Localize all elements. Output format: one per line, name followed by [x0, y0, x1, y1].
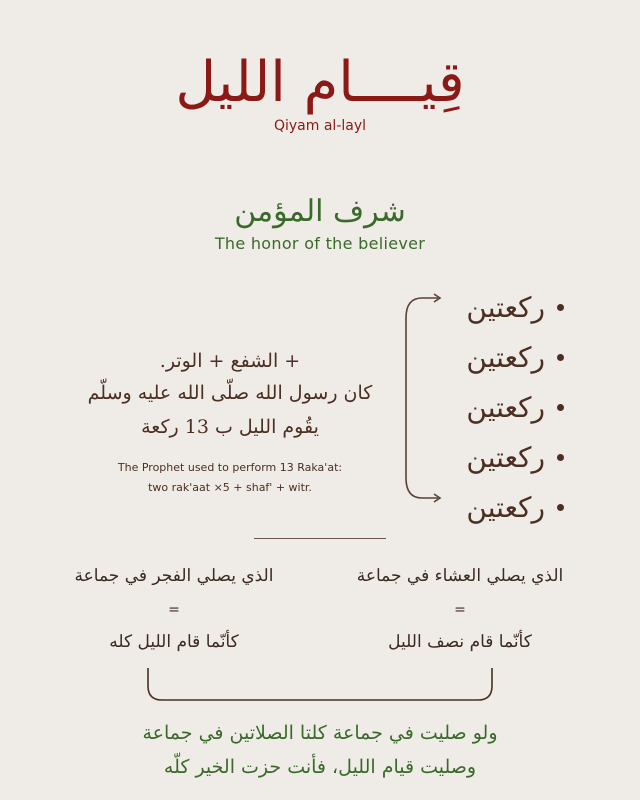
side-note-english2: two rak'aat ×5 + shaf' + witr.: [148, 481, 312, 494]
side-note-line3: يقُوم الليل ب 13 ركعة: [141, 416, 319, 438]
list-item: [424, 282, 564, 332]
title-arabic: قِيــــام الليل: [175, 50, 465, 115]
bullet-icon: [557, 354, 564, 361]
isha-line: الذي يصلي العشاء في جماعة: [356, 566, 564, 586]
connector-bracket-icon: [140, 662, 500, 706]
bullet-icon: [557, 404, 564, 411]
bullet-icon: [557, 304, 564, 311]
rakaat-label: ركعتين: [466, 340, 545, 374]
rakaat-label: ركعتين: [466, 490, 545, 524]
rakaat-list: [424, 282, 564, 532]
list-item: [424, 382, 564, 432]
bracket-icon: [400, 288, 444, 508]
rakaat-label: ركعتين: [466, 290, 545, 324]
divider: [254, 538, 386, 539]
bullet-icon: [557, 504, 564, 511]
fajr-equals: =: [168, 602, 180, 618]
conclusion-line1: ولو صليت في جماعة كلتا الصلاتين في جماعة: [142, 722, 498, 744]
rakaat-label: ركعتين: [466, 390, 545, 424]
list-item: [424, 432, 564, 482]
fajr-result: كأنّما قام الليل كله: [109, 632, 239, 652]
conclusion-line2: وصليت قيام الليل، فأنت حزت الخير كلّه: [163, 756, 477, 778]
rakaat-label: ركعتين: [466, 440, 545, 474]
fajr-line: الذي يصلي الفجر في جماعة: [74, 566, 274, 586]
list-item: [424, 332, 564, 382]
isha-result: كأنّما قام نصف الليل: [388, 632, 532, 652]
side-note-line2: كان رسول الله صلّى الله عليه وسلّم: [87, 382, 373, 404]
title-english: Qiyam al-layl: [273, 118, 367, 134]
bullet-icon: [557, 454, 564, 461]
side-note-english1: The Prophet used to perform 13 Raka'at:: [117, 461, 343, 474]
isha-equals: =: [454, 602, 466, 618]
subtitle-english: The honor of the believer: [214, 234, 426, 253]
side-note-line1: + الشفع + الوتر.: [159, 350, 301, 372]
subtitle-arabic: شرف المؤمن: [234, 194, 406, 229]
list-item: [424, 482, 564, 532]
